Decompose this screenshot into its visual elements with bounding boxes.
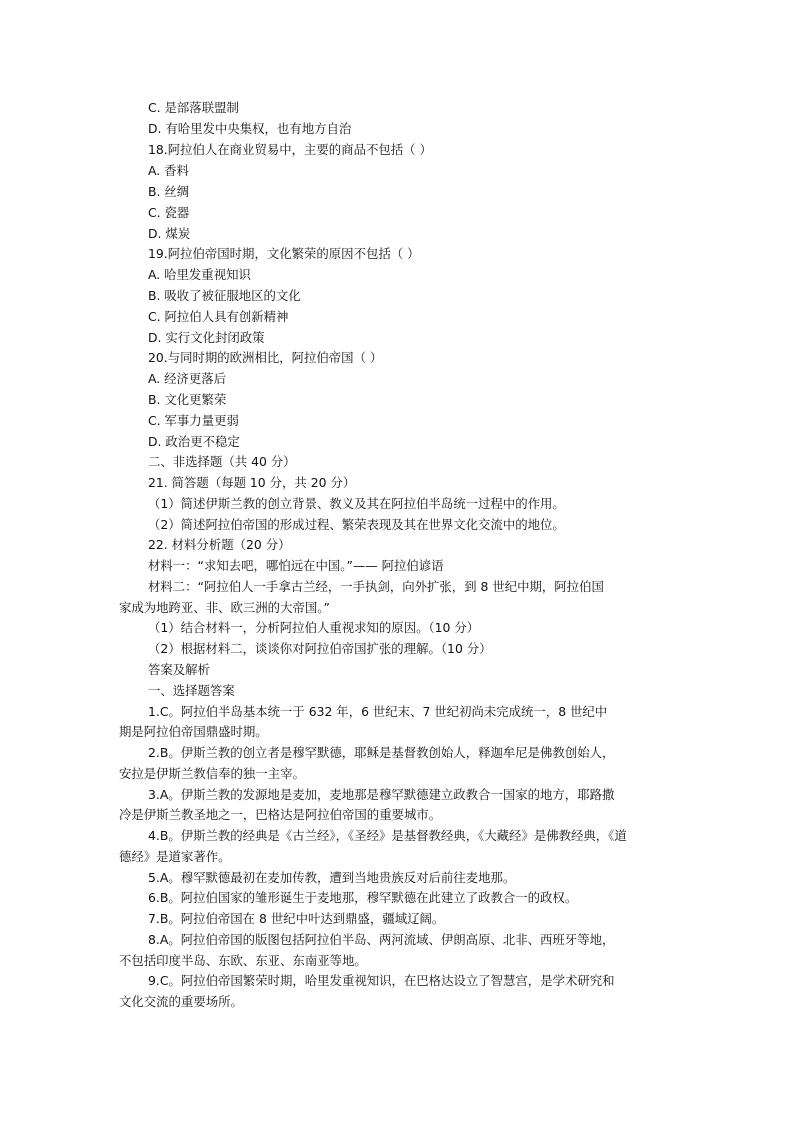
text-line: A. 哈里发重视知识 — [148, 267, 251, 282]
text-line: 4.B。伊斯兰教的经典是《古兰经》，《圣经》是基督教经典，《大藏经》是佛教经典，《道 — [148, 828, 627, 843]
text-line: 一、选择题答案 — [148, 683, 235, 698]
text-line: 18.阿拉伯人在商业贸易中，主要的商品不包括（ ） — [148, 142, 432, 157]
text-line: C. 阿拉伯人具有创新精神 — [148, 309, 289, 324]
text-line: 20.与同时期的欧洲相比，阿拉伯帝国（ ） — [148, 350, 383, 365]
text-line: 19.阿拉伯帝国时期，文化繁荣的原因不包括（ ） — [148, 246, 420, 261]
text-line: 2.B。伊斯兰教的创立者是穆罕默德，耶稣是基督教创始人，释迦牟尼是佛教创始人， — [148, 745, 615, 760]
text-line: 材料二：“阿拉伯人一手拿古兰经，一手执剑，向外扩张，到 8 世纪中期，阿拉伯国 — [148, 579, 604, 594]
text-line: 二、非选择题（共 40 分） — [148, 454, 296, 469]
text-line: 1.C。阿拉伯半岛基本统一于 632 年，6 世纪末、7 世纪初尚未完成统一，8 世纪中 — [148, 704, 608, 719]
text-line: 5.A。穆罕默德最初在麦加传教，遭到当地贵族反对后前往麦地那。 — [148, 870, 516, 885]
text-line: A. 经济更落后 — [148, 371, 227, 386]
text-line: C. 是部落联盟制 — [148, 100, 239, 115]
text-line: 答案及解析 — [148, 662, 210, 677]
text-line: B. 丝绸 — [148, 184, 190, 199]
text-line: （2）简述阿拉伯帝国的形成过程、繁荣表现及其在世界文化交流中的地位。 — [148, 517, 565, 532]
text-line: B. 文化更繁荣 — [148, 392, 227, 407]
text-line: 8.A。阿拉伯帝国的版图包括阿拉伯半岛、两河流域、伊朗高原、北非、西班牙等地， — [148, 932, 615, 947]
text-line: D. 实行文化封闭政策 — [148, 330, 265, 345]
text-line: 文化交流的重要场所。 — [119, 994, 243, 1009]
text-line: C. 军事力量更弱 — [148, 413, 239, 428]
text-line: 9.C。阿拉伯帝国繁荣时期，哈里发重视知识，在巴格达设立了智慧宫，是学术研究和 — [148, 973, 615, 988]
text-line: 21. 简答题（每题 10 分，共 20 分） — [148, 475, 356, 490]
text-line: （2）根据材料二，谈谈你对阿拉伯帝国扩张的理解。（10 分） — [148, 641, 492, 656]
text-line: 期是阿拉伯帝国鼎盛时期。 — [119, 724, 268, 739]
text-line: A. 香料 — [148, 163, 189, 178]
text-line: D. 有哈里发中央集权，也有地方自治 — [148, 121, 352, 136]
text-line: 材料一：“求知去吧，哪怕远在中国。”—— 阿拉伯谚语 — [148, 558, 444, 573]
text-line: （1）结合材料一，分析阿拉伯人重视求知的原因。（10 分） — [148, 620, 480, 635]
text-line: 22. 材料分析题（20 分） — [148, 537, 291, 552]
text-line: 不包括印度半岛、东欧、东亚、东南亚等地。 — [119, 953, 367, 968]
text-line: 6.B。阿拉伯国家的雏形诞生于麦地那，穆罕默德在此建立了政教合一的政权。 — [148, 890, 578, 905]
text-line: 冷是伊斯兰教圣地之一，巴格达是阿拉伯帝国的重要城市。 — [119, 807, 442, 822]
text-line: D. 煤炭 — [148, 226, 191, 241]
text-line: 德经》是道家著作。 — [119, 849, 231, 864]
text-line: 7.B。阿拉伯帝国在 8 世纪中叶达到鼎盛，疆域辽阔。 — [148, 911, 445, 926]
text-line: 家成为地跨亚、非、欧三洲的大帝国。” — [119, 600, 330, 615]
text-line: C. 瓷器 — [148, 205, 190, 220]
text-line: 3.A。伊斯兰教的发源地是麦加，麦地那是穆罕默德建立政教合一国家的地方，耶路撒 — [148, 787, 615, 802]
text-line: 安拉是伊斯兰教信奉的独一主宰。 — [119, 766, 305, 781]
text-line: （1）简述伊斯兰教的创立背景、教义及其在阿拉伯半岛统一过程中的作用。 — [148, 496, 565, 511]
text-line: D. 政治更不稳定 — [148, 434, 240, 449]
text-line: B. 吸收了被征服地区的文化 — [148, 288, 301, 303]
